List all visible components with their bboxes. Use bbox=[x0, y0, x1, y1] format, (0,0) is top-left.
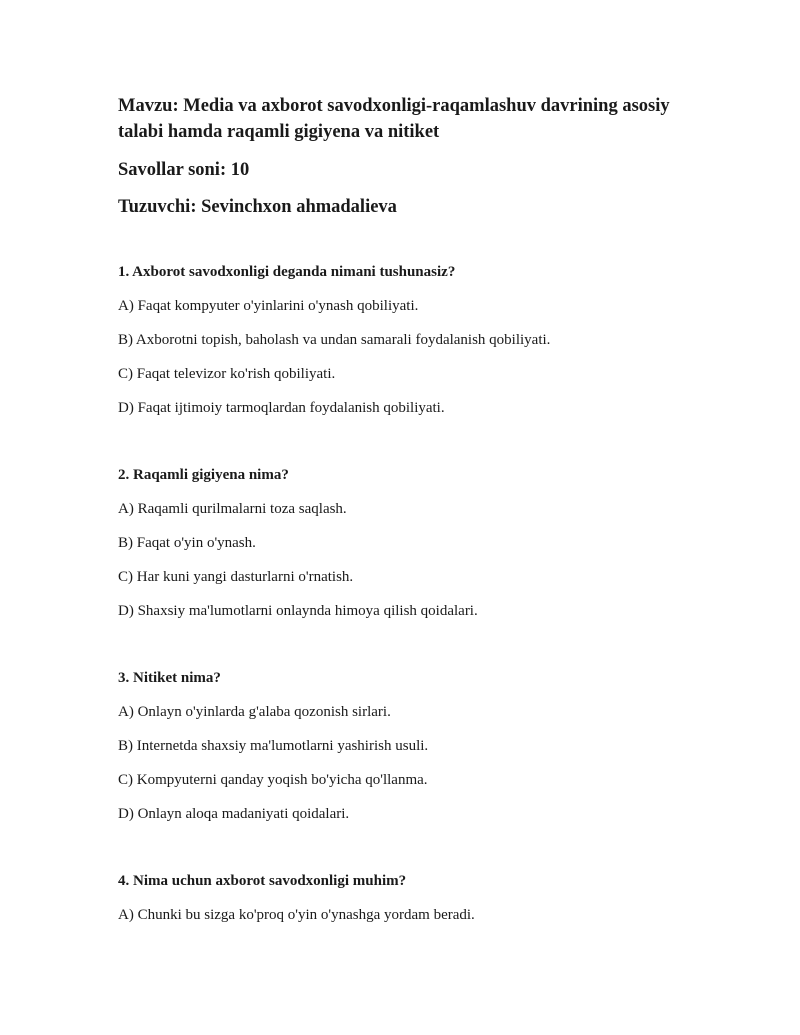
answer-option: B) Axborotni topish, baholash va undan samarali foydalanish qobiliyati. bbox=[118, 332, 551, 348]
author-line: Tuzuvchi: Sevinchxon ahmadalieva bbox=[118, 197, 397, 217]
answer-option: C) Har kuni yangi dasturlarni o'rnatish. bbox=[118, 569, 354, 585]
question-1 bbox=[118, 262, 758, 418]
answer-option: A) Faqat kompyuter o'yinlarini o'ynash qobiliyati. bbox=[118, 298, 419, 314]
answer-option: A) Chunki bu sizga ko'proq o'yin o'ynashga yordam beradi. bbox=[118, 907, 475, 923]
question-title: 1. Axborot savodxonligi deganda nimani tushunasiz? bbox=[118, 264, 456, 280]
question-4 bbox=[118, 871, 758, 925]
answer-option: D) Faqat ijtimoiy tarmoqlardan foydalanish qobiliyati. bbox=[118, 400, 445, 416]
topic-heading: Mavzu: Media va axborot savodxonligi-raqamlashuv davrining asosiy talabi hamda raqamli gigiyena va nitiket bbox=[118, 96, 670, 142]
question-title: 2. Raqamli gigiyena nima? bbox=[118, 467, 289, 483]
answer-option: A) Onlayn o'yinlarda g'alaba qozonish sirlari. bbox=[118, 704, 391, 720]
answer-option: B) Internetda shaxsiy ma'lumotlarni yashirish usuli. bbox=[118, 738, 429, 754]
document-header bbox=[118, 93, 718, 220]
answer-option: D) Onlayn aloqa madaniyati qoidalari. bbox=[118, 806, 350, 822]
question-count: Savollar soni: 10 bbox=[118, 160, 250, 180]
answer-option: C) Kompyuterni qanday yoqish bo'yicha qo'llanma. bbox=[118, 772, 428, 788]
answer-option: D) Shaxsiy ma'lumotlarni onlaynda himoya qilish qoidalari. bbox=[118, 603, 478, 619]
question-title: 3. Nitiket nima? bbox=[118, 670, 221, 686]
question-2 bbox=[118, 465, 758, 621]
answer-option: A) Raqamli qurilmalarni toza saqlash. bbox=[118, 501, 347, 517]
answer-option: C) Faqat televizor ko'rish qobiliyati. bbox=[118, 366, 336, 382]
question-title: 4. Nima uchun axborot savodxonligi muhim? bbox=[118, 873, 407, 889]
answer-option: B) Faqat o'yin o'ynash. bbox=[118, 535, 256, 551]
question-3 bbox=[118, 668, 758, 824]
